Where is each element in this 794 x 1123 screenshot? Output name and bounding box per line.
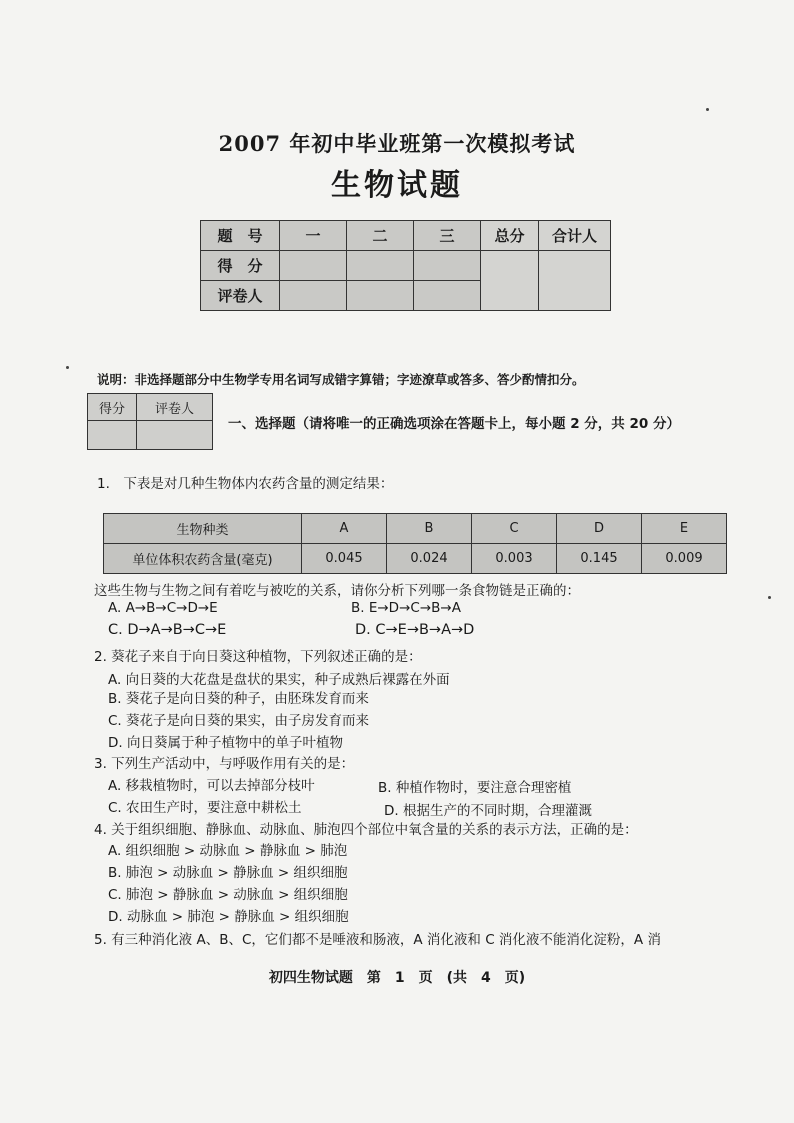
organism-a: A (302, 514, 387, 544)
question-3-option-b[interactable]: B. 种植作物时，要注意合理密植 (378, 780, 572, 796)
question-3-option-c[interactable]: C. 农田生产时，要注意中耕松土 (108, 800, 302, 816)
column-3: 三 (414, 221, 481, 251)
pesticide-table (103, 513, 727, 574)
section-1-title: 一、选择题（请将唯一的正确选项涂在答题卡上，每小题 2 分，共 20 分） (228, 416, 680, 432)
row-label-question-no: 题 号 (201, 221, 280, 251)
value-a: 0.045 (302, 544, 387, 574)
question-4-option-b[interactable]: B. 肺泡 > 动脉血 > 静脉血 > 组织细胞 (108, 865, 348, 881)
table-row-label: 单位体积农药含量(毫克) (104, 544, 302, 574)
value-d: 0.145 (557, 544, 642, 574)
scan-speck (768, 596, 771, 599)
score-cell[interactable] (347, 251, 414, 281)
question-2-option-a[interactable]: A. 向日葵的大花盘是盘状的果实，种子成熟后裸露在外面 (108, 672, 450, 688)
organism-e: E (642, 514, 727, 544)
row-label-score: 得 分 (201, 251, 280, 281)
page-footer: 初四生物试题 第 1 页 (共 4 页) (268, 970, 526, 986)
question-4-stem: 4. 关于组织细胞、静脉血、动脉血、肺泡四个部位中氧含量的关系的表示方法，正确的是： (94, 822, 638, 838)
question-3-stem: 3. 下列生产活动中，与呼吸作用有关的是： (94, 756, 355, 772)
value-c: 0.003 (472, 544, 557, 574)
column-1: 一 (280, 221, 347, 251)
total-cell[interactable] (481, 251, 539, 311)
scan-speck (706, 108, 709, 111)
table-row-label: 生物种类 (104, 514, 302, 544)
grader-score-cell[interactable] (88, 421, 137, 450)
grader-score-label: 得分 (88, 394, 137, 421)
question-1-option-d[interactable]: D. C→E→B→A→D (355, 622, 475, 638)
instructions-note: 说明：非选择题部分中生物学专用名词写成错字算错；字迹潦草或答多、答少酌情扣分。 (97, 372, 585, 387)
sum-cell[interactable] (539, 251, 611, 311)
question-2-option-c[interactable]: C. 葵花子是向日葵的果实，由子房发育而来 (108, 713, 370, 729)
exam-title: 2007 年初中毕业班第一次模拟考试 (218, 131, 576, 156)
subject-title: 生物试题 (331, 168, 463, 203)
question-4-option-d[interactable]: D. 动脉血 > 肺泡 > 静脉血 > 组织细胞 (108, 909, 349, 925)
organism-b: B (387, 514, 472, 544)
question-1-follow: 这些生物与生物之间有着吃与被吃的关系，请你分析下列哪一条食物链是正确的： (94, 583, 580, 599)
question-1-option-c[interactable]: C. D→A→B→C→E (108, 622, 227, 638)
grader-name-label: 评卷人 (137, 394, 213, 421)
grader-name-cell[interactable] (137, 421, 213, 450)
organism-d: D (557, 514, 642, 544)
question-4-option-c[interactable]: C. 肺泡 > 静脉血 > 动脉血 > 组织细胞 (108, 887, 348, 903)
question-2-option-b[interactable]: B. 葵花子是向日葵的种子，由胚珠发育而来 (108, 691, 369, 707)
score-cell[interactable] (414, 251, 481, 281)
grader-box (87, 393, 213, 450)
score-table (200, 220, 611, 311)
grader-cell[interactable] (414, 281, 481, 311)
column-2: 二 (347, 221, 414, 251)
score-cell[interactable] (280, 251, 347, 281)
question-1-stem: 1. 下表是对几种生物体内农药含量的测定结果： (97, 476, 394, 492)
organism-c: C (472, 514, 557, 544)
value-e: 0.009 (642, 544, 727, 574)
question-4-option-a[interactable]: A. 组织细胞 > 动脉血 > 静脉血 > 肺泡 (108, 843, 348, 859)
grader-cell[interactable] (280, 281, 347, 311)
value-b: 0.024 (387, 544, 472, 574)
question-1-option-b[interactable]: B. E→D→C→B→A (351, 600, 461, 616)
question-3-option-d[interactable]: D. 根据生产的不同时期，合理灌溉 (384, 803, 592, 819)
question-3-option-a[interactable]: A. 移栽植物时，可以去掉部分枝叶 (108, 778, 315, 794)
question-1-option-a[interactable]: A. A→B→C→D→E (108, 600, 218, 616)
total-header: 总分 (481, 221, 539, 251)
question-5-stem: 5. 有三种消化液 A、B、C，它们都不是唾液和肠液，A 消化液和 C 消化液不能消化淀粉，A 消 (94, 932, 661, 948)
question-2-option-d[interactable]: D. 向日葵属于种子植物中的单子叶植物 (108, 735, 343, 751)
sum-header: 合计人 (539, 221, 611, 251)
row-label-grader: 评卷人 (201, 281, 280, 311)
scan-speck (66, 366, 69, 369)
question-2-stem: 2. 葵花子来自于向日葵这种植物，下列叙述正确的是： (94, 649, 422, 665)
grader-cell[interactable] (347, 281, 414, 311)
